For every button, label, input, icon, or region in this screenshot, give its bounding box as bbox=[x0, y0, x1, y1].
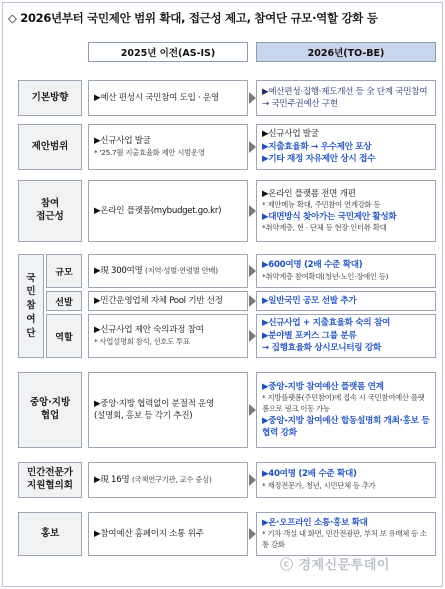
access-label-line-2: 접근성 bbox=[36, 211, 64, 222]
citizen-group-char: 단 bbox=[26, 327, 36, 339]
experts-tobe-note: * 재정전문가, 청년, 시민단체 등 추가 bbox=[262, 480, 376, 490]
scope-tobe-line-1: ▶신규사업 발굴 bbox=[262, 129, 319, 140]
scope-tobe-box bbox=[256, 124, 436, 170]
experts-tobe-line-1: ▶40여명 (2배 수준 확대) bbox=[262, 469, 357, 480]
basic-tobe-text: ▶예산편성·집행·제도개선 등 全 단계 국민참여 → 국민주권예산 구현 bbox=[262, 86, 428, 109]
size-asis-text bbox=[94, 265, 243, 277]
access-asis-text: ▶온라인 플랫폼(mybudget.go.kr) bbox=[94, 205, 222, 216]
size-tobe-box bbox=[256, 254, 436, 288]
citizen-group-char: 국 bbox=[26, 272, 36, 284]
role-tobe-line-3: → 집행효율화 상시모니터링 강화 bbox=[262, 343, 381, 354]
experts-tobe-box bbox=[256, 462, 436, 498]
sub-label-role: 역할 bbox=[46, 314, 82, 358]
selection-asis-text: ▶민간운영업체 자체 Pool 기반 선정 bbox=[94, 295, 223, 306]
asis-column-header: 2025년 이전(AS-IS) bbox=[88, 42, 248, 62]
basic-asis-box bbox=[88, 80, 248, 116]
scope-asis-box bbox=[88, 124, 248, 170]
role-asis-note: * 사업설명회 참석, 선호도 투표 bbox=[94, 336, 190, 346]
role-tobe-line-1: ▶신규사업 + 지출효율화 숙의 참여 bbox=[262, 318, 390, 329]
arrow-right-icon bbox=[249, 404, 256, 416]
promo-tobe-note: * 기차 객실 내 화면, 민간전광판, 부처 보 유매체 등 소통 강화 bbox=[262, 529, 427, 550]
promo-tobe-line-1: ▶온·오프라인 소통·홍보 확대 bbox=[262, 518, 368, 529]
arrow-right-icon bbox=[249, 528, 256, 540]
row-label-citizen-group bbox=[18, 254, 44, 358]
basic-tobe-box bbox=[256, 80, 436, 116]
arrow-right-icon bbox=[249, 295, 256, 307]
size-asis-line-1: ▶現 300여명 bbox=[94, 265, 143, 276]
role-asis-box bbox=[88, 314, 248, 358]
basic-asis-text: ▶예산 편성시 국민참여 도입 · 운영 bbox=[94, 92, 219, 103]
row-label-promotion: 홍보 bbox=[18, 512, 82, 556]
citizen-group-char: 민 bbox=[26, 286, 36, 298]
row-label-central-local bbox=[18, 372, 82, 448]
citizen-group-char: 참 bbox=[26, 300, 36, 312]
arrow-right-icon bbox=[249, 474, 256, 486]
arrow-right-icon bbox=[249, 330, 256, 342]
access-tobe-line-2: ▶대면방식 찾아가는 국민제안 활성화 bbox=[262, 212, 397, 222]
experts-label-line-1: 민간전문가 bbox=[27, 467, 73, 479]
arrow-right-icon bbox=[249, 141, 256, 153]
scope-tobe-line-3: ▶기타 재정 자유제안 상시 접수 bbox=[262, 154, 376, 165]
tobe-column-header: 2026년(TO-BE) bbox=[256, 42, 436, 62]
promo-tobe-box bbox=[256, 512, 436, 556]
experts-asis-text bbox=[94, 474, 243, 486]
row-label-access bbox=[18, 180, 82, 242]
selection-tobe-box bbox=[256, 291, 436, 311]
promo-asis-box bbox=[88, 512, 248, 556]
role-asis-line-1: ▶신규사업 제안 숙의과정 참여 bbox=[94, 325, 204, 336]
access-tobe-box bbox=[256, 180, 436, 242]
central-tobe-note: * 지방플랫폼(주민참여)에 접속 시 국민참여예산 플랫폼으로 링크 이동 가능 bbox=[262, 393, 425, 413]
size-tobe-line-1: ▶600여명 (2배 수준 확대) bbox=[262, 260, 363, 271]
watermark: ⓒ 경제신문투데이 bbox=[280, 558, 390, 573]
scope-tobe-line-2: ▶지출효율화 → 우수제안 포상 bbox=[262, 141, 372, 152]
scope-asis-line-1: ▶신규사업 발굴 bbox=[94, 136, 151, 147]
size-tobe-note: *취약계층 참여확대(청년·노인·장애인 등) bbox=[262, 271, 389, 281]
sub-label-selection: 선발 bbox=[46, 291, 82, 311]
arrow-right-icon bbox=[249, 92, 256, 104]
central-asis-line-2: (설명회, 홍보 등 각기 추진) bbox=[94, 411, 193, 421]
access-tobe-note-1: * 제안메뉴 확대, 주민참여 연계강화 등 bbox=[262, 200, 381, 210]
central-tobe-line-1: ▶중앙-지방 참여예산 플랫폼 연계 bbox=[262, 381, 384, 392]
row-label-experts bbox=[18, 462, 82, 498]
selection-tobe-text: ▶일반국민 공모 선발 추가 bbox=[262, 295, 357, 306]
central-tobe-line-2: ▶중앙-지방 참여예산 합동설명회 개최·홍보 등 협력 강화 bbox=[262, 415, 430, 438]
size-asis-box bbox=[88, 254, 248, 288]
experts-asis-box bbox=[88, 462, 248, 498]
experts-asis-line-1: ▶現 16명 bbox=[94, 474, 130, 485]
arrow-right-icon bbox=[249, 265, 256, 277]
central-asis-box bbox=[88, 372, 248, 448]
central-label-line-1: 중앙·지방 bbox=[29, 397, 71, 409]
row-label-basic: 기본방향 bbox=[18, 80, 82, 116]
experts-asis-note: (국책연구기관, 교수 중심) bbox=[131, 474, 212, 484]
role-tobe-line-2: ▶분야별 포커스 그룹 분류 bbox=[262, 330, 357, 341]
sub-label-size: 규모 bbox=[46, 254, 82, 288]
access-label-line-1: 참여 bbox=[40, 198, 60, 210]
central-asis-line-1: ▶중앙·지방 협력없이 분절적 운영 bbox=[94, 398, 215, 409]
scope-asis-note: * '25.7월 지출효율화 제안 시범운영 bbox=[94, 147, 205, 157]
access-tobe-line-1: ▶온라인 플랫폼 전면 개편 bbox=[262, 188, 356, 199]
row-label-scope: 제안범위 bbox=[18, 124, 82, 170]
experts-label-line-2: 지원협의회 bbox=[27, 480, 73, 491]
arrow-right-icon bbox=[249, 205, 256, 217]
promo-asis-text: ▶참여예산 홈페이지 소통 위주 bbox=[94, 528, 204, 539]
central-label-line-2: 협업 bbox=[40, 410, 60, 421]
size-asis-note: (지역·성별·연령별 안배) bbox=[144, 265, 218, 275]
access-asis-box bbox=[88, 180, 248, 242]
access-tobe-note-2: *취약계층, 현 · 단체 등 현장 인터뷰 확대 bbox=[262, 223, 387, 233]
central-tobe-box bbox=[256, 372, 436, 448]
role-tobe-box bbox=[256, 314, 436, 358]
page-title: ◇ 2026년부터 국민제안 범위 확대, 접근성 제고, 참여단 규모·역할 강화 등 bbox=[8, 11, 378, 25]
citizen-group-char: 여 bbox=[26, 313, 36, 325]
selection-asis-box bbox=[88, 291, 248, 311]
